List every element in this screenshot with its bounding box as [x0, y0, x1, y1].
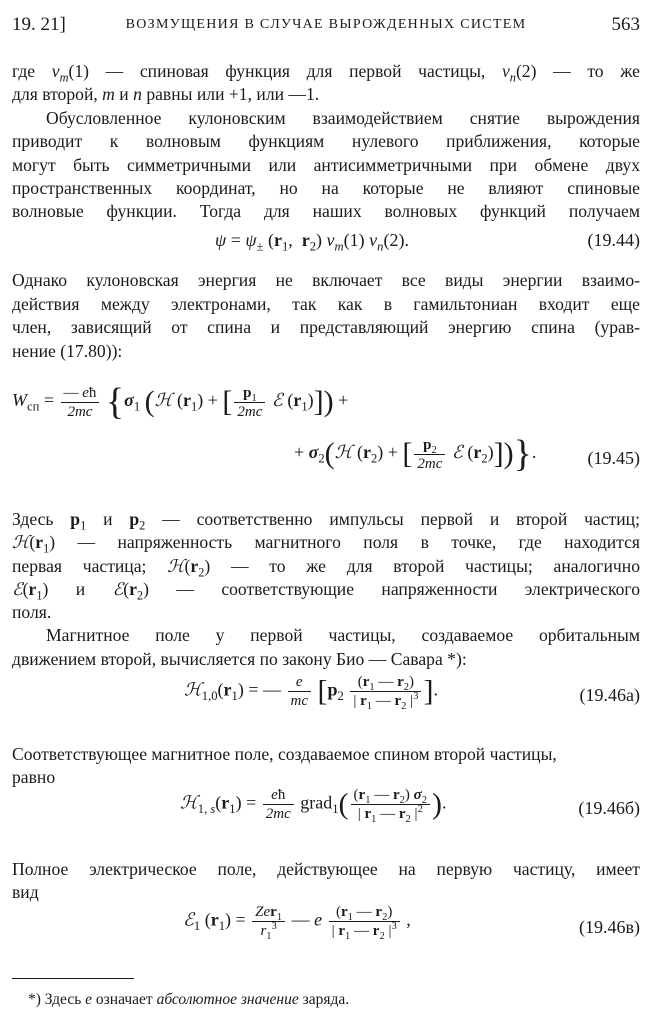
equation-19-46a: $ℋ_{1,0}(r_1)$ = — $\frac{e}{mc}$ [$p_2$ $\frac{(r_1 — r_2)}{| r_1 — r_2 |^3}$ ]. (19.46а)	[184, 674, 640, 712]
grad-operator: grad	[300, 792, 333, 813]
equation-number: (19.46б)	[578, 798, 640, 818]
paragraph-line: движением второй, вычисляется по закону Био — Савара *):	[12, 649, 467, 669]
paragraph-line: нение (17.80)):	[12, 341, 123, 361]
equation-number: (19.45)	[587, 448, 640, 468]
paragraph-line: $ℋ(r_1)$ — напряженность магнитного поля в точке, где находится	[12, 532, 640, 556]
paragraph-line: первая частица; $ℋ(r_2)$ — то же для второй частицы; аналогично	[12, 556, 640, 580]
paragraph-line: для второй, m и n равны или +1, или —1.	[12, 84, 320, 104]
equation-19-44: $\psi = \psi_\pm$ ($r_1$, $r_2$) $v_m(1)$ $v_n(2)$. (19.44)	[215, 230, 640, 254]
footnote: *) Здесь e означает абсолютное значение заряда.	[28, 991, 350, 1008]
paragraph-line: вид	[12, 882, 39, 902]
paragraph-line: член, зависящий от спина и представляющий энергию спина (урав-	[12, 317, 640, 337]
equation-number: (19.44)	[587, 230, 640, 250]
equation-19-46b: $ℋ_{1, s}(r_1)$ = $\frac{eħ}{2mc}$ grad$_1$( $\frac{(r_1 — r_2) \sigma_2}{| r_1 — r_2 |^2}$ ). (19.46б)	[180, 787, 640, 825]
paragraph-line: пространственных координат, но на которые не влияют спиновые	[12, 178, 640, 198]
equation-19-46c: ℰ$_1$ $(r_1)$ = $\frac{Zer_1}{r_1^3}$ — e $\frac{(r_1 — r_2)}{| r_1 — r_2 |^3}$ , (19.46в)	[183, 904, 640, 942]
equation-19-45-line-2: + $\sigma_2(ℋ$ $(r_2)$ + [ $\frac{p_2}{2mc}$ ℰ $(r_2)$])}. (19.45)	[294, 433, 640, 475]
paragraph-line: поля.	[12, 602, 52, 622]
equation-number: (19.46а)	[579, 685, 640, 705]
paragraph-line: Однако кулоновская энергия не включает все виды энергии взаимо-	[12, 270, 640, 290]
paragraph-line: волновые функции. Тогда для наших волновых функций получаем	[12, 201, 640, 221]
footnote-rule	[12, 978, 134, 979]
paragraph-line: Полное электрическое поле, действующее на первую частицу, имеет	[12, 859, 640, 879]
eq-subscript: сп	[27, 399, 40, 414]
paragraph-line: Здесь $p_1$ и $p_2$ — соответственно импульсы первой и второй частиц;	[12, 509, 640, 533]
paragraph-line: где $v_m(1)$ — спиновая функция для первой частицы, $v_n(2)$ — то же	[12, 61, 640, 85]
section-number: 19. 21]	[12, 14, 66, 35]
paragraph-line: Магнитное поле у первой частицы, создаваемое орбитальным	[46, 625, 640, 645]
page-number: 563	[611, 14, 640, 35]
paragraph-line: $ℰ(r_1)$ и $ℰ(r_2)$ — соответствующие напряженности электрического	[12, 579, 640, 603]
equation-number: (19.46в)	[579, 917, 640, 937]
paragraph-line: приводит к волновым функциям нулевого приближения, которые	[12, 131, 640, 151]
paragraph-line: действия между электронами, так как в гамильтониан входит еще	[12, 294, 640, 314]
running-header	[12, 14, 640, 40]
paragraph-line: могут быть симметричными или антисимметричными при обмене двух	[12, 155, 640, 175]
paragraph-line: равно	[12, 767, 56, 787]
equation-19-45-line-1: $W_{сп}$ = $\frac{— eħ}{2mc}$ {$\sigma_1$ (ℋ $(r_1)$ + [ $\frac{p_1}{2mc}$ ℰ $(r_1)$]) +	[12, 381, 349, 423]
running-title: ВОЗМУЩЕНИЯ В СЛУЧАЕ ВЫРОЖДЕННЫХ СИСТЕМ	[125, 17, 527, 32]
paragraph-line: Соответствующее магнитное поле, создаваемое спином второй частицы,	[12, 744, 557, 764]
paragraph-line: Обусловленное кулоновским взаимодействием снятие вырождения	[46, 108, 640, 128]
